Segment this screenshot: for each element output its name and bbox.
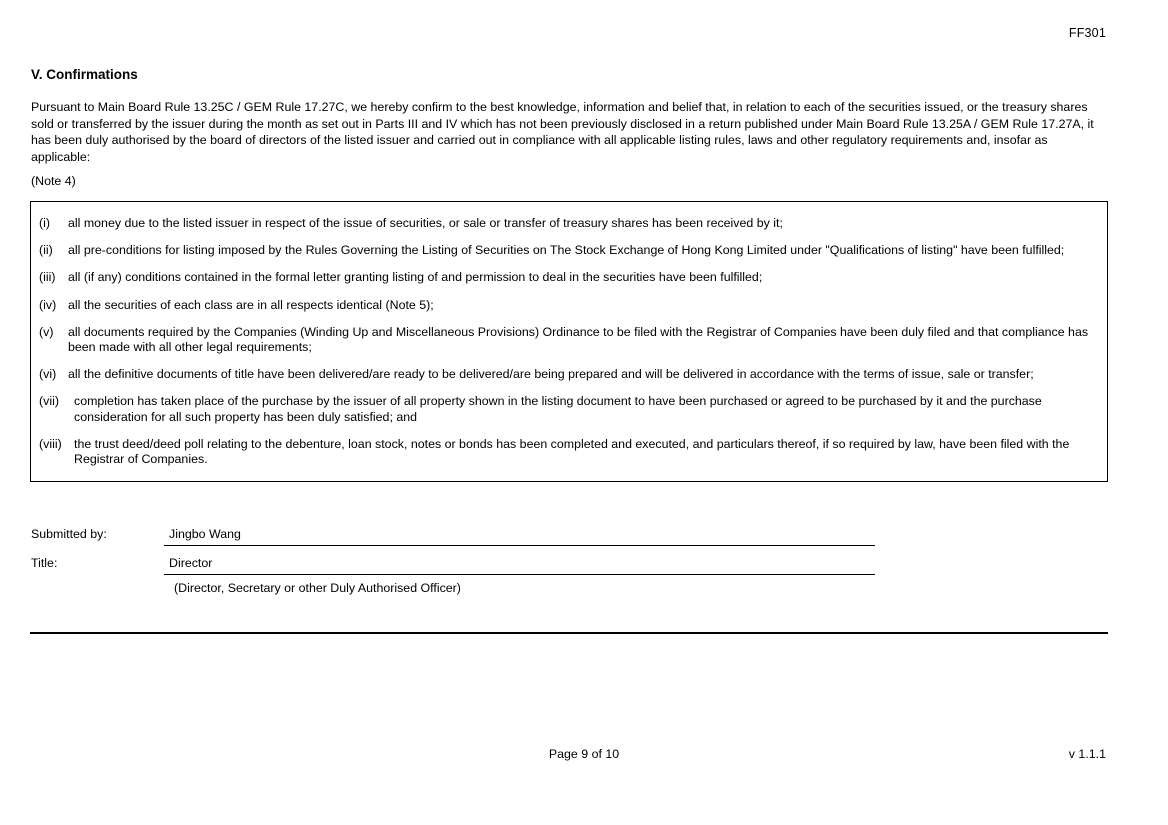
list-item — [31, 264, 1107, 291]
list-item-text: all pre-conditions for listing imposed by the Rules Governing the Listing of Securities on The Stock Exchange of Hong Kong Limited under "Qualifications of listing" have been fulfilled; — [68, 243, 1065, 258]
list-item-text: the trust deed/deed poll relating to the debenture, loan stock, notes or bonds has been completed and executed, and particulars thereof, if so required by law, have been filed with the Registrar of Companies. — [74, 436, 1070, 467]
list-item — [31, 361, 1107, 388]
list-item — [31, 292, 1107, 319]
list-item — [31, 237, 1107, 264]
confirmations-list-box — [30, 201, 1108, 482]
list-item-text: all the securities of each class are in all respects identical (Note 5); — [68, 297, 434, 312]
list-item — [31, 319, 1107, 361]
list-item — [31, 431, 1107, 473]
form-code: FF301 — [1068, 26, 1106, 40]
confirmations-intro-paragraph: Pursuant to Main Board Rule 13.25C / GEM Rule 17.27C, we hereby confirm to the best knowledge, information and belief that, in relation to each of the securities issued, or the treasury shares sold or transferred by the issuer during the month as set out in Parts III and IV which has not been previously disclosed in a return published under Main Board Rule 13.25A / GEM Rule 17.27A, it has been duly authorised by the board of directors of the listed issuer and carried out in compliance with all applicable listing rules, laws and other regulatory requirements and, insofar as applicable: — [31, 100, 1094, 164]
list-item-number: (vii) — [39, 394, 59, 409]
page-number: Page 9 of 10 — [548, 747, 620, 761]
list-item-text: completion has taken place of the purchase by the issuer of all property shown in the listing document to have been purchased or agreed to be purchased by it and the purchase consideration for all such property has been duly satisfied; and — [74, 394, 1042, 424]
title-row — [31, 549, 1031, 578]
page-title: V. Confirmations — [31, 67, 138, 82]
list-item-text: all documents required by the Companies (Winding Up and Miscellaneous Provisions) Ordinance to be filed with the Registrar of Companies have been duly filed and that compliance has been made with all other legal requirements; — [68, 324, 1089, 355]
list-item-number: (ii) — [39, 243, 53, 258]
title-label: Title: — [31, 556, 58, 570]
list-item-text: all money due to the listed issuer in respect of the issue of securities, or sale or transfer of treasury shares has been received by it; — [68, 216, 783, 230]
submitted-by-value: Jingbo Wang — [169, 527, 241, 541]
version-label: v 1.1.1 — [1068, 747, 1106, 761]
list-item — [31, 388, 1107, 430]
signature-block — [31, 520, 1031, 578]
list-item-text: all the definitive documents of title have been delivered/are ready to be delivered/are being prepared and will be delivered in accordance with the terms of issue, sale or transfer; — [68, 367, 1034, 382]
title-underline — [164, 574, 875, 575]
list-item-number: (iii) — [39, 270, 56, 285]
list-item-number: (vi) — [39, 367, 57, 382]
submitted-by-label: Submitted by: — [31, 527, 107, 541]
list-item-number: (iv) — [39, 297, 57, 312]
title-value: Director — [169, 556, 213, 570]
list-item-number: (v) — [39, 324, 54, 339]
submitted-by-row — [31, 520, 1031, 549]
footer-divider — [30, 632, 1108, 634]
list-item-text: all (if any) conditions contained in the formal letter granting listing of and permission to deal in the securities have been fulfilled; — [68, 270, 763, 285]
list-item — [31, 210, 1107, 237]
submitted-by-underline — [164, 545, 875, 546]
list-item-number: (viii) — [39, 436, 62, 451]
list-item-number: (i) — [39, 216, 51, 230]
note-reference: (Note 4) — [31, 174, 76, 188]
signature-caption: (Director, Secretary or other Duly Authorised Officer) — [174, 581, 461, 595]
